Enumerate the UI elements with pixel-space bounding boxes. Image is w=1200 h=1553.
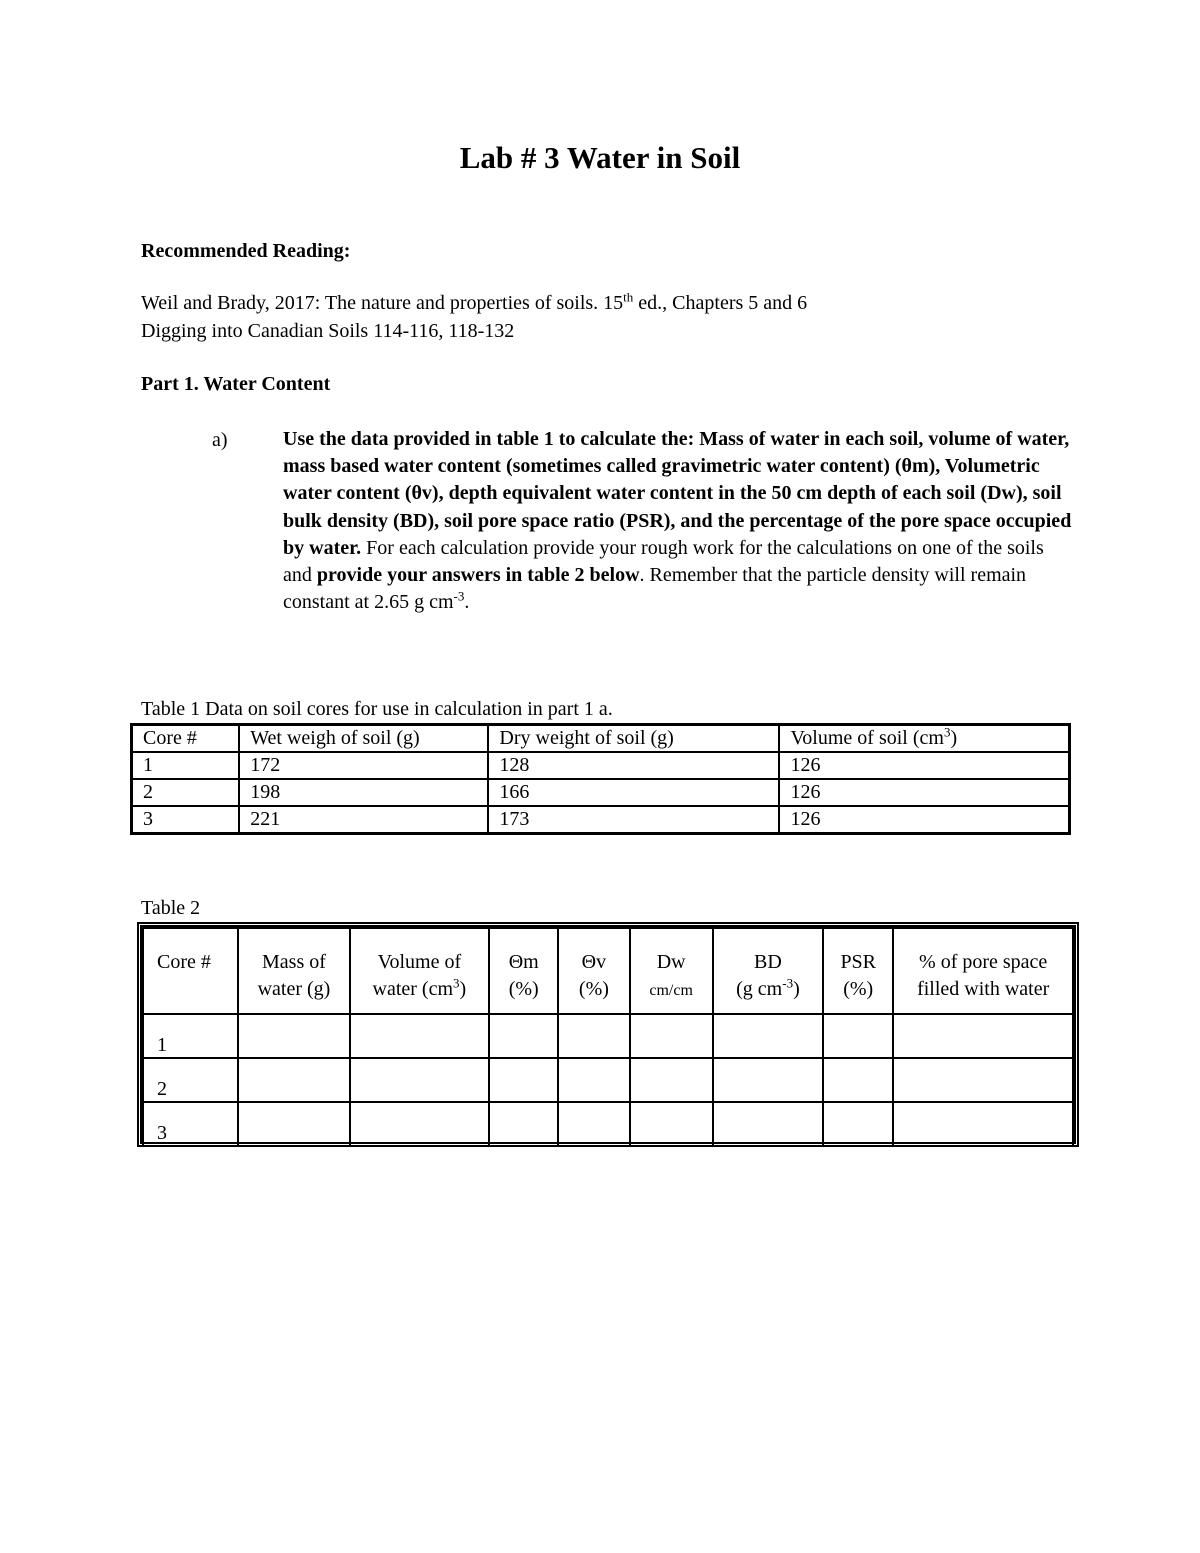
instructions (283, 426, 1073, 616)
table-row (143, 1102, 1073, 1146)
table2-header-mass (238, 928, 349, 1014)
table-cell: 221 (239, 806, 488, 834)
answer-cell[interactable] (823, 1102, 893, 1146)
table-cell: 128 (488, 752, 779, 779)
table1-header: Dry weight of soil (g) (488, 725, 779, 753)
table-cell: 3 (132, 806, 240, 834)
table2-header-bd (713, 928, 823, 1014)
page-title: Lab # 3 Water in Soil (459, 140, 741, 175)
table2-core-cell: 2 (143, 1058, 238, 1102)
answer-cell[interactable] (558, 1102, 629, 1146)
instructions-bold: Use the data provided in table 1 to calculate the: Mass of water in each soil, volume of water, mass based water content (sometimes called gravimetric water content) (θm), Volumetric water content (θv), depth equivalent water content in the 50 cm depth of each soil (Dw), soil bulk density (BD), soil pore space ratio (PSR), and the percentage of the pore space occupied by water. (283, 428, 1072, 559)
table-row (132, 752, 1070, 779)
table2-header-dw (630, 928, 713, 1014)
table2-header-row (143, 928, 1073, 1014)
table2-header-sup: -3 (782, 975, 794, 991)
table-cell: 2 (132, 779, 240, 806)
answer-cell[interactable] (238, 1102, 349, 1146)
table2-header-line: (%) (508, 978, 539, 1000)
table2-header-volume (350, 928, 489, 1014)
answer-cell[interactable] (489, 1102, 558, 1146)
table2-header-line: BD (754, 951, 782, 973)
table1-header-sup: 3 (943, 724, 951, 740)
table1-header: Core # (132, 725, 240, 753)
table2-header-pore (893, 928, 1073, 1014)
table2-header-line: (%) (578, 978, 609, 1000)
reference-1 (141, 289, 808, 315)
table2-core-cell: 1 (143, 1014, 238, 1058)
table2-header-line: Volume of (377, 951, 462, 973)
table2-header-line: % of pore space (919, 951, 1048, 973)
table1-header-text: Volume of soil (cm (790, 727, 944, 749)
table-cell: 172 (239, 752, 488, 779)
table2-core-cell: 3 (143, 1102, 238, 1146)
answer-cell[interactable] (713, 1014, 823, 1058)
answer-cell[interactable] (893, 1102, 1073, 1146)
table2-header-psr (823, 928, 893, 1014)
instructions-text2: . Remember that the particle density will remain constant at 2.65 g cm (283, 564, 1027, 614)
table-cell: 173 (488, 806, 779, 834)
answer-cell[interactable] (489, 1058, 558, 1102)
table1-header: Wet weigh of soil (g) (239, 725, 488, 753)
table2-caption: Table 2 (141, 897, 201, 919)
table-cell: 198 (239, 779, 488, 806)
answer-cell[interactable] (713, 1102, 823, 1146)
table1-header-row (132, 725, 1070, 753)
recommended-reading-heading: Recommended Reading: (141, 240, 351, 262)
answer-cell[interactable] (893, 1058, 1073, 1102)
reference-1-text: Weil and Brady, 2017: The nature and properties of soils. 15 (141, 292, 624, 314)
table2-header-line: ) (793, 978, 800, 1000)
part1-heading: Part 1. Water Content (141, 373, 331, 395)
table2-header-sup: 3 (453, 975, 460, 991)
instructions-text1: For each calculation provide your rough work for the calculations on one of the soils and (283, 536, 1044, 587)
answer-cell[interactable] (823, 1058, 893, 1102)
answer-cell[interactable] (238, 1014, 349, 1058)
instructions-sup: -3 (453, 588, 465, 604)
table2-header-line: Θv (581, 951, 607, 973)
table1-caption: Table 1 Data on soil cores for use in calculation in part 1 a. (141, 698, 613, 720)
table2-header-line: (%) (843, 978, 874, 1000)
reference-1-tail: ed., Chapters 5 and 6 (633, 292, 808, 314)
table-row (143, 1058, 1073, 1102)
table-row (132, 806, 1070, 834)
answer-cell[interactable] (823, 1014, 893, 1058)
answer-cell[interactable] (630, 1058, 713, 1102)
table2-header-line: filled with water (917, 978, 1050, 1000)
answer-cell[interactable] (238, 1058, 349, 1102)
instructions-bold2: provide your answers in table 2 below (316, 564, 640, 587)
table1 (130, 723, 1071, 835)
item-marker: a) (212, 429, 228, 451)
table-cell: 126 (779, 752, 1069, 779)
table2-frame (137, 922, 1079, 1147)
table-cell: 1 (132, 752, 240, 779)
table1-header-tail: ) (950, 727, 958, 749)
table2-header-core: Core # (143, 928, 238, 1014)
reference-2: Digging into Canadian Soils 114-116, 118-132 (141, 320, 515, 342)
table2-header-line: Dw (656, 951, 686, 973)
table2-header-line: water (g) (257, 978, 331, 1000)
table2-header-line: ) (459, 978, 467, 1000)
table2-header-line: (g cm (736, 978, 783, 1000)
answer-cell[interactable] (558, 1014, 629, 1058)
table2-header-line: water (cm (372, 978, 454, 1000)
answer-cell[interactable] (350, 1102, 489, 1146)
answer-cell[interactable] (630, 1102, 713, 1146)
answer-cell[interactable] (630, 1014, 713, 1058)
table2-header-theta-m (489, 928, 558, 1014)
answer-cell[interactable] (350, 1058, 489, 1102)
table2-header-line: Mass of (262, 951, 326, 973)
table2-header-line: PSR (840, 951, 877, 973)
table-row (132, 779, 1070, 806)
table2-header-line: cm/cm (649, 982, 693, 999)
table-cell: 166 (488, 779, 779, 806)
table-row (143, 1014, 1073, 1058)
table2-header-theta-v (558, 928, 629, 1014)
answer-cell[interactable] (713, 1058, 823, 1102)
answer-cell[interactable] (893, 1014, 1073, 1058)
table2-header-line: Θm (508, 951, 539, 973)
answer-cell[interactable] (489, 1014, 558, 1058)
instructions-text3: . (464, 591, 470, 614)
reference-1-sup: th (623, 289, 634, 305)
answer-cell[interactable] (350, 1014, 489, 1058)
table-cell: 126 (779, 806, 1069, 834)
table1-header (779, 725, 1069, 753)
table2 (142, 927, 1074, 1147)
table-cell: 126 (779, 779, 1069, 806)
answer-cell[interactable] (558, 1058, 629, 1102)
